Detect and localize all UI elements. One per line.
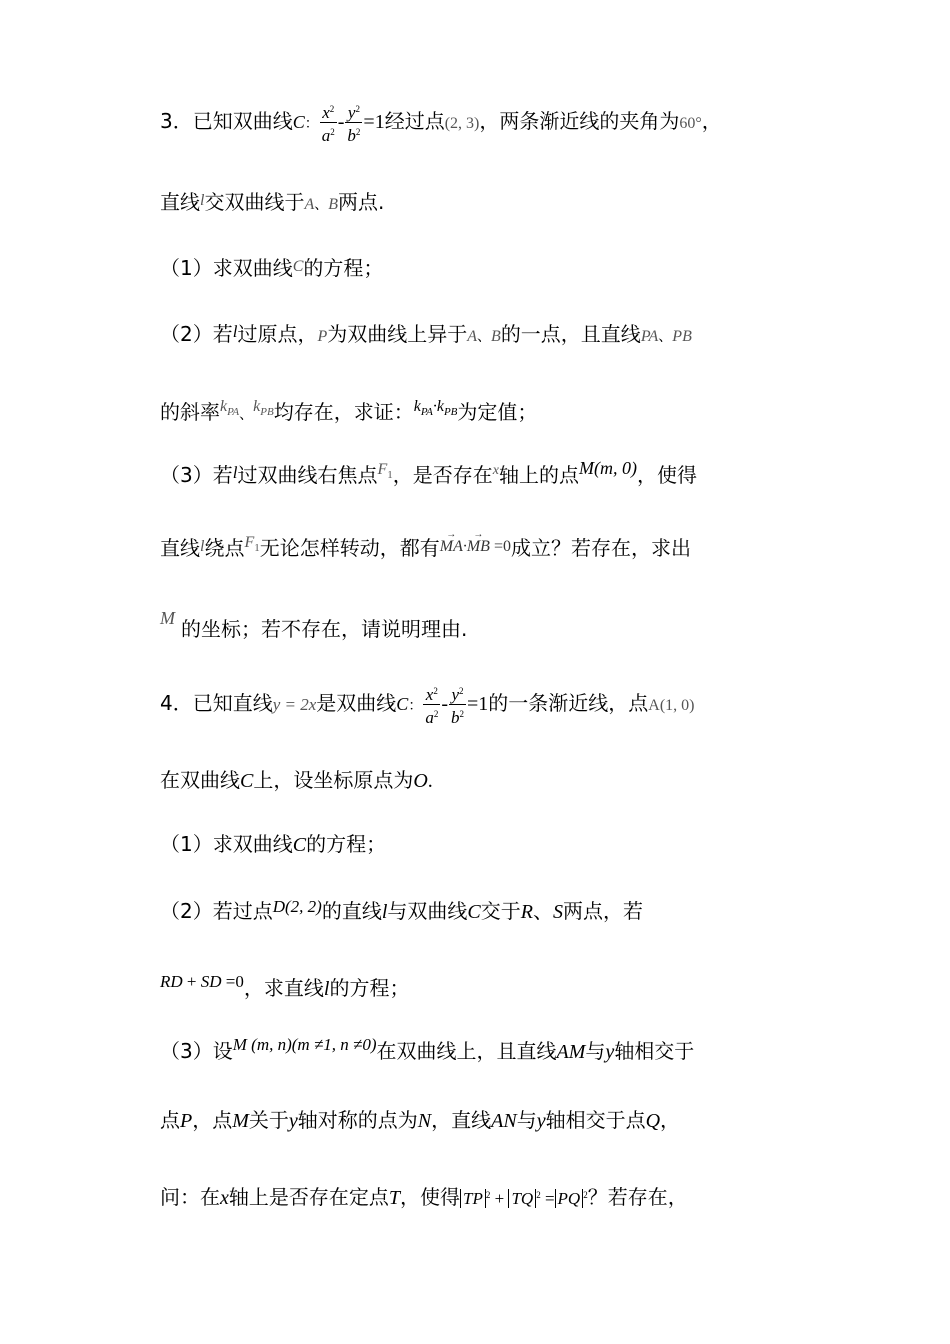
text: 的直线 — [321, 899, 382, 923]
math-p: P — [317, 328, 328, 345]
math-m: M — [232, 1110, 249, 1132]
math-l: l — [323, 978, 330, 1000]
text: 点 — [160, 1108, 180, 1132]
text: 直线 — [160, 190, 200, 214]
text: 已知双曲线 — [192, 109, 293, 133]
text: 的一点，且直线 — [500, 322, 641, 346]
colon: ： — [408, 698, 423, 714]
math-o: O — [413, 770, 428, 792]
vector-dot-product: → $^{MA\cdot\to MB =0}$ — [440, 538, 511, 555]
math-l: l — [200, 192, 205, 209]
slope-k-pa: kPA — [220, 398, 240, 418]
text: ，使得 — [636, 463, 697, 487]
equals-one: =1 — [466, 693, 489, 715]
text: 过原点， — [237, 322, 318, 346]
text: 直线 — [160, 536, 200, 560]
math-l: l — [232, 322, 238, 341]
text: ，直线 — [431, 1108, 492, 1132]
fraction-y2-b2: $\frac{y^2}{b^2}$ — [449, 682, 466, 727]
point-m: M(m, 0) — [578, 458, 637, 478]
magnitude-equation: TP $^2$ + TQ $^2$ = PQ $^2$ — [460, 1189, 588, 1208]
math-c: C — [292, 112, 305, 132]
math-pa: PA — [640, 328, 659, 345]
text: ， — [660, 1108, 681, 1132]
separator: 、 — [239, 407, 254, 423]
math-an: AN — [491, 1110, 517, 1132]
text: 关于 — [248, 1108, 289, 1132]
equation-y-2x: y = 2x — [272, 695, 317, 714]
text: （1）求双曲线 — [160, 256, 293, 280]
separator: 、 — [477, 329, 492, 345]
text: 的一条渐近线，点 — [488, 691, 649, 715]
separator: 、 — [532, 899, 553, 923]
math-b: B — [328, 196, 339, 213]
text: 轴上的点 — [498, 463, 579, 487]
text: ， — [701, 109, 722, 133]
text: 的坐标；若不存在，请说明理由. — [181, 617, 468, 641]
text: 已知直线 — [192, 691, 273, 715]
point-m-mn: M (m, n)(m ≠1, n ≠0) — [232, 1035, 377, 1054]
text: ，是否存在 — [392, 463, 493, 487]
math-x: x — [492, 463, 499, 478]
problem-4-line-1 — [160, 682, 694, 727]
math-p: P — [180, 1110, 193, 1132]
text: 经过点 — [384, 109, 445, 133]
problem-4-part-2-line-2 — [160, 970, 409, 1001]
text: 为双曲线上异于 — [327, 322, 468, 346]
text: ，使得 — [400, 1185, 461, 1209]
text: 是双曲线 — [316, 691, 397, 715]
vector-sum: RD + SD =0 — [160, 972, 244, 991]
problem-3-part-3-line-1 — [160, 456, 697, 487]
point-a: A(1, 0) — [648, 697, 695, 714]
math-a: A — [304, 196, 315, 213]
problem-3-line-2 — [160, 189, 384, 217]
math-n: N — [417, 1110, 432, 1132]
text: 的方程； — [329, 976, 410, 1000]
fraction-x2-a2: $\frac{x^2}{a^2}$ — [320, 100, 337, 145]
text: 两点. — [338, 190, 385, 214]
fraction-x2-a2: $\frac{x^2}{a^2}$ — [423, 682, 440, 727]
fraction-y2-b2: $\frac{y^2}{b^2}$ — [345, 100, 362, 145]
math-pb: PB — [672, 328, 692, 345]
math-am: AM — [556, 1041, 586, 1063]
text: 上，设坐标原点为 — [253, 768, 414, 792]
math-a: A — [467, 328, 478, 345]
focus-f1: F1 — [377, 461, 393, 481]
text: 与 — [585, 1039, 606, 1063]
math-y: y — [536, 1110, 546, 1132]
problem-3-part-3-line-2 — [160, 531, 691, 560]
text: 轴对称的点为 — [297, 1108, 418, 1132]
math-y: y — [605, 1041, 615, 1063]
problem-4-line-2 — [160, 768, 433, 793]
text: 轴上是否存在定点 — [228, 1185, 389, 1209]
text: . — [427, 770, 433, 792]
math-c: C — [467, 901, 481, 923]
math-l: l — [381, 901, 388, 923]
separator: 、 — [658, 329, 673, 345]
focus-f1: F1 — [244, 534, 260, 554]
problem-4-part-3-line-1 — [160, 1033, 694, 1064]
slope-k-pb: kPB — [253, 398, 274, 418]
text: 为定值； — [457, 400, 538, 424]
problem-3-part-1 — [160, 255, 383, 280]
problem-number: 3． — [160, 109, 193, 133]
math-c: C — [292, 258, 304, 275]
text: 在双曲线 — [160, 768, 240, 792]
text: 的方程； — [303, 256, 384, 280]
text: （2）若过点 — [160, 899, 273, 923]
math-b: B — [491, 328, 501, 345]
problem-3-line-1 — [160, 100, 722, 145]
text: ，两条渐近线的夹角为 — [479, 109, 680, 133]
math-r: R — [520, 901, 533, 923]
text: （3）设 — [160, 1039, 233, 1063]
text: 过双曲线右焦点 — [237, 463, 378, 487]
text: （1）求双曲线 — [160, 832, 293, 856]
problem-4-part-1 — [160, 832, 386, 857]
text: 在双曲线上，且直线 — [376, 1039, 557, 1063]
text: ，求直线 — [243, 976, 324, 1000]
math-q: Q — [645, 1110, 661, 1132]
problem-4-part-2-line-1 — [160, 895, 643, 924]
math-c: C — [240, 770, 254, 792]
text: 绕点 — [204, 536, 245, 560]
text: ？若存在， — [587, 1185, 688, 1209]
text: 交于 — [480, 899, 521, 923]
math-t: T — [388, 1187, 401, 1209]
problem-4-part-3-line-3 — [160, 1183, 688, 1211]
math-l: l — [232, 463, 238, 482]
math-c: C — [396, 694, 409, 714]
colon: ： — [304, 116, 319, 132]
text: 的斜率 — [160, 400, 220, 424]
problem-4-part-3-line-2 — [160, 1108, 680, 1133]
text: 均存在，求证： — [273, 400, 414, 424]
text: （3）若 — [160, 463, 233, 487]
math-y: y — [288, 1110, 298, 1132]
math-s: S — [552, 901, 563, 923]
math-m: M — [160, 608, 175, 628]
point-2-3: (2, 3) — [444, 115, 480, 132]
minus-sign: - — [337, 111, 345, 133]
equals-one: =1 — [363, 111, 385, 133]
problem-number: 4． — [160, 691, 193, 715]
math-x: x — [220, 1187, 229, 1209]
math-c: C — [292, 834, 307, 856]
point-d: D(2, 2) — [272, 897, 322, 916]
text: 交双曲线于 — [204, 190, 305, 214]
minus-sign: - — [441, 693, 448, 715]
text: 轴相交于点 — [545, 1108, 646, 1132]
text: 问：在 — [160, 1185, 220, 1209]
text: 与双曲线 — [387, 899, 468, 923]
text: 的方程； — [306, 832, 387, 856]
text: 成立？若存在，求出 — [510, 536, 691, 560]
text: 轴相交于 — [614, 1039, 695, 1063]
text: 无论怎样转动，都有 — [259, 536, 440, 560]
problem-3-part-3-line-3 — [160, 606, 467, 641]
problem-3-part-2-line-2 — [160, 395, 537, 427]
text: 与 — [516, 1108, 537, 1132]
problem-3-part-2-line-1 — [160, 320, 692, 349]
math-l: l — [200, 538, 205, 555]
slope-product: kPA·kPB — [413, 398, 458, 418]
text: （2）若 — [160, 322, 233, 346]
text: 两点，若 — [562, 899, 643, 923]
text: ，点 — [192, 1108, 233, 1132]
angle-60: 60° — [679, 115, 702, 132]
separator: 、 — [314, 197, 329, 213]
